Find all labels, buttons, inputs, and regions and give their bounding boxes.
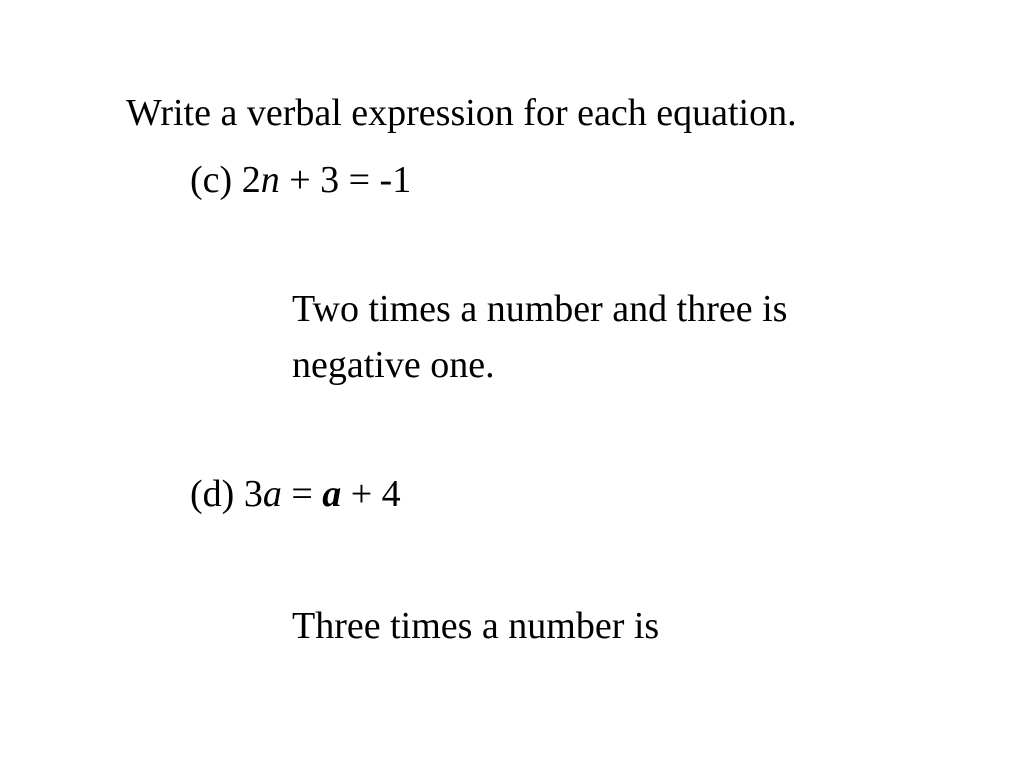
equation-d-variable-left: a xyxy=(262,473,282,515)
equation-d-rest: + 4 xyxy=(341,473,401,515)
equation-d-label: (d) xyxy=(190,473,244,515)
equation-d-variable-right: a xyxy=(322,473,342,515)
equation-c xyxy=(190,153,411,207)
answer-d-line-1: Three times a number is xyxy=(292,605,660,647)
equation-c-variable: n xyxy=(260,159,280,201)
equation-d xyxy=(190,467,401,521)
answer-c-line-2: negative one. xyxy=(292,344,495,386)
equation-d-equals: = xyxy=(281,473,323,515)
equation-c-label: (c) xyxy=(190,159,242,201)
instruction-heading: Write a verbal expression for each equation. xyxy=(126,92,797,134)
equation-d-coefficient: 3 xyxy=(243,473,263,515)
equation-c-coefficient: 2 xyxy=(241,159,261,201)
answer-c-line-1: Two times a number and three is xyxy=(292,288,788,330)
equation-c-rest: + 3 = -1 xyxy=(279,159,412,201)
